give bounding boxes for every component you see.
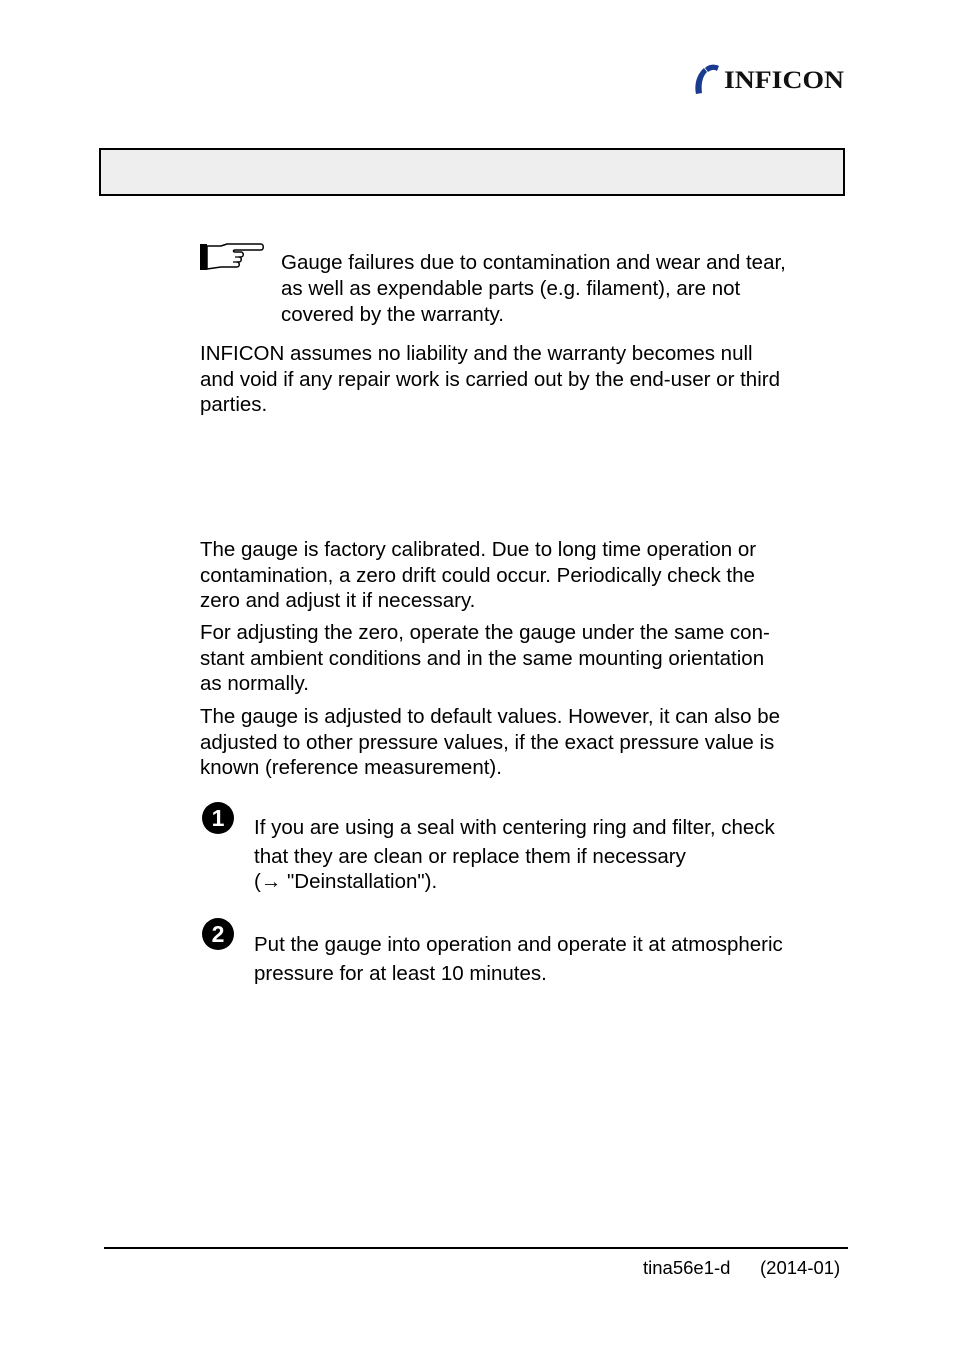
liability-line: INFICON assumes no liability and the warranty becomes null xyxy=(200,342,753,365)
chapter-heading-bar xyxy=(99,148,845,196)
step-1-number: 1 xyxy=(211,805,225,831)
step-1-text xyxy=(254,814,775,897)
logo-wordmark: INFICON xyxy=(724,67,844,94)
footer-doc-id: tina56e1-d xyxy=(643,1257,731,1278)
step-2-text xyxy=(254,930,783,988)
pointing-hand-icon xyxy=(199,241,265,273)
step-line: (→ "Deinstallation"). xyxy=(254,870,438,893)
calibration-paragraph-2 xyxy=(200,620,770,697)
paragraph-line: For adjusting the zero, operate the gauge under the same con- xyxy=(200,621,770,644)
inficon-logo-mark xyxy=(694,62,846,96)
step-1-number-icon xyxy=(201,801,235,835)
note-line: as well as expendable parts (e.g. filament), are not xyxy=(281,276,741,300)
paragraph-line: stant ambient conditions and in the same mounting orientation xyxy=(200,646,765,670)
liability-line: and void if any repair work is carried out by the end-user or third xyxy=(200,367,780,391)
liability-paragraph xyxy=(200,341,780,418)
calibration-paragraph-3 xyxy=(200,704,780,781)
liability-line: parties. xyxy=(200,393,268,417)
step-line: Put the gauge into operation and operate it at atmospheric xyxy=(254,933,783,956)
note-line: Gauge failures due to contamination and wear and tear, xyxy=(281,251,786,274)
step-line: If you are using a seal with centering ring and filter, check xyxy=(254,816,775,839)
paragraph-line: contamination, a zero drift could occur. Periodically check the xyxy=(200,563,755,587)
warranty-note xyxy=(281,250,786,327)
paragraph-line: known (reference measurement). xyxy=(200,756,502,780)
paragraph-line: as normally. xyxy=(200,672,309,696)
footer-rule xyxy=(104,1247,848,1249)
paragraph-line: zero and adjust it if necessary. xyxy=(200,589,476,613)
paragraph-line: The gauge is adjusted to default values. However, it can also be xyxy=(200,705,781,728)
inficon-logo xyxy=(694,62,846,96)
paragraph-line: adjusted to other pressure values, if the exact pressure value is xyxy=(200,730,775,754)
step-2-number: 2 xyxy=(211,921,225,947)
note-line: covered by the warranty. xyxy=(281,302,504,326)
step-line: that they are clean or replace them if necessary xyxy=(254,844,686,868)
step-2-number-icon xyxy=(201,917,235,951)
calibration-paragraph-1 xyxy=(200,537,756,614)
paragraph-line: The gauge is factory calibrated. Due to long time operation or xyxy=(200,538,757,561)
footer-date: (2014-01) xyxy=(760,1257,841,1278)
step-line: pressure for at least 10 minutes. xyxy=(254,962,547,985)
